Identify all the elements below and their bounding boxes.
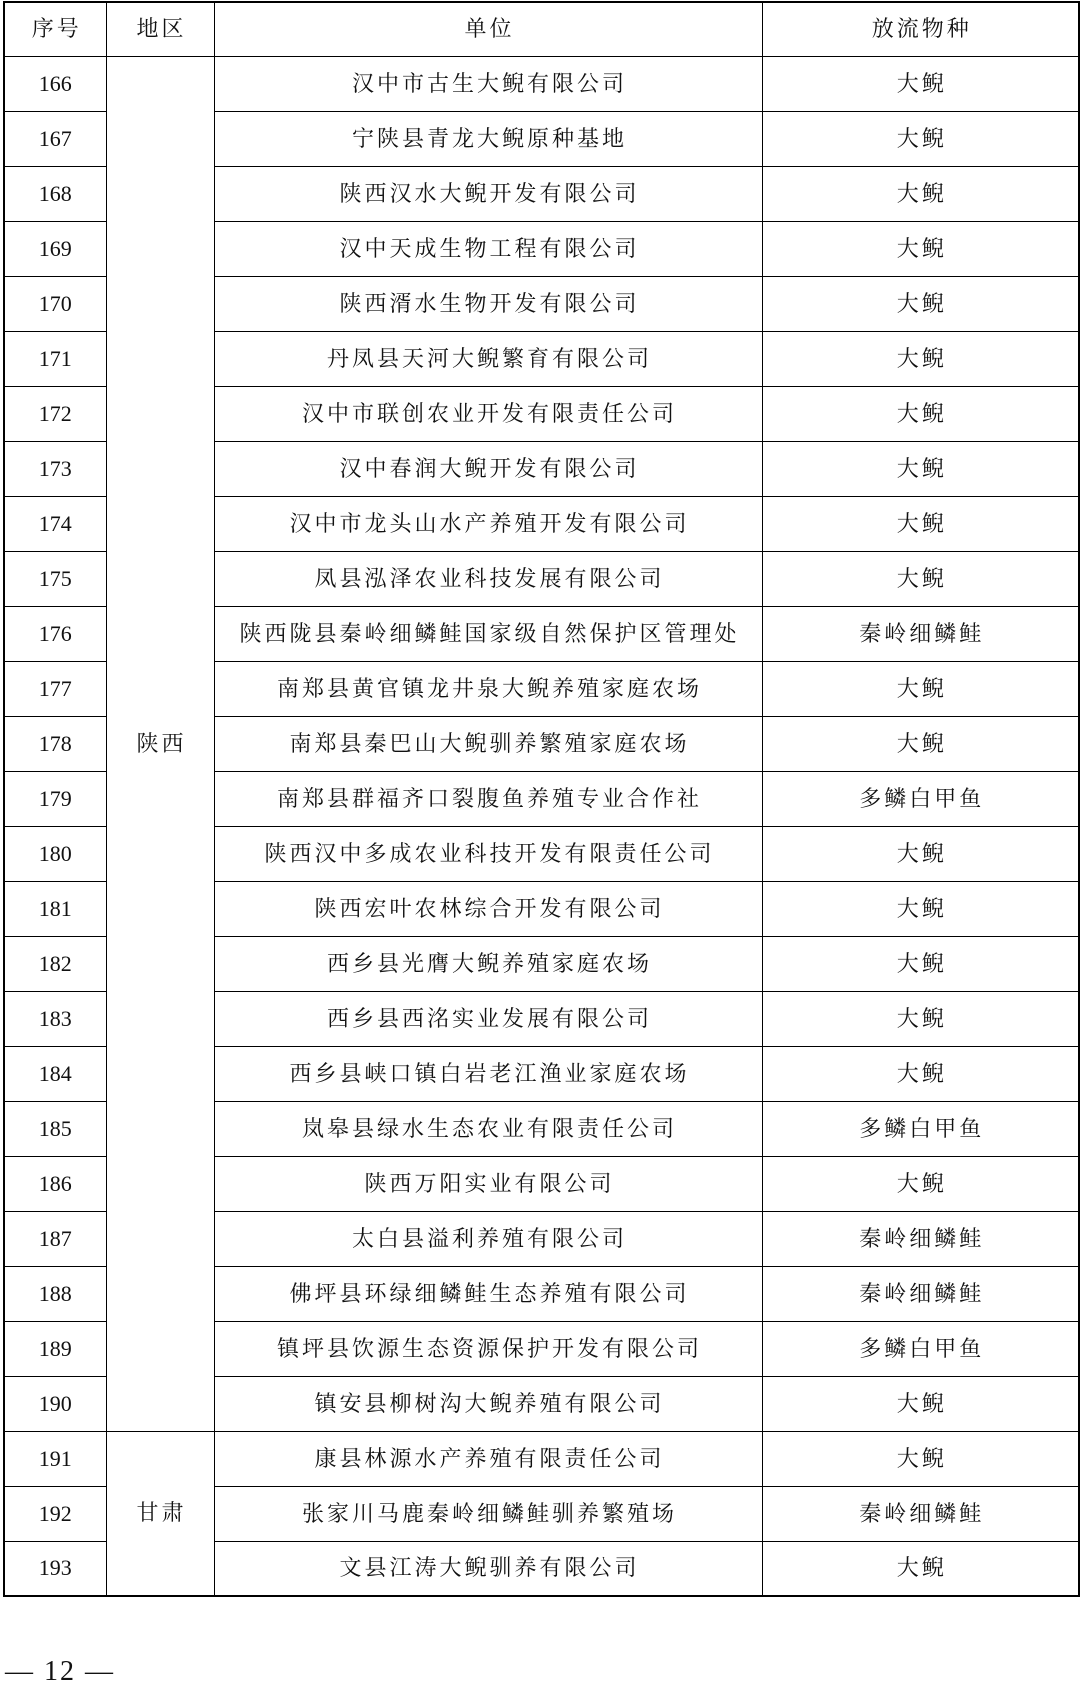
row-number-cell: 168 bbox=[4, 166, 106, 221]
row-number-cell: 188 bbox=[4, 1266, 106, 1321]
row-number-cell: 191 bbox=[4, 1431, 106, 1486]
row-number-cell: 193 bbox=[4, 1541, 106, 1596]
row-number-cell: 180 bbox=[4, 826, 106, 881]
unit-cell: 西乡县光膺大鲵养殖家庭农场 bbox=[214, 936, 762, 991]
row-number-cell: 187 bbox=[4, 1211, 106, 1266]
unit-cell: 汉中市联创农业开发有限责任公司 bbox=[214, 386, 762, 441]
row-number-cell: 169 bbox=[4, 221, 106, 276]
species-cell: 大鲵 bbox=[762, 936, 1079, 991]
row-number-cell: 185 bbox=[4, 1101, 106, 1156]
unit-cell: 汉中市龙头山水产养殖开发有限公司 bbox=[214, 496, 762, 551]
header-unit: 单位 bbox=[214, 2, 762, 56]
unit-cell: 南郑县秦巴山大鲵驯养繁殖家庭农场 bbox=[214, 716, 762, 771]
header-row bbox=[4, 2, 1079, 56]
header-number: 序号 bbox=[4, 2, 106, 56]
region-cell: 甘肃 bbox=[106, 1431, 214, 1596]
unit-cell: 汉中春润大鲵开发有限公司 bbox=[214, 441, 762, 496]
page-number: — 12 — bbox=[5, 1656, 115, 1687]
species-cell: 大鲵 bbox=[762, 1431, 1079, 1486]
unit-cell: 陕西汉中多成农业科技开发有限责任公司 bbox=[214, 826, 762, 881]
species-cell: 大鲵 bbox=[762, 331, 1079, 386]
unit-cell: 西乡县峡口镇白岩老江渔业家庭农场 bbox=[214, 1046, 762, 1101]
unit-cell: 陕西宏叶农林综合开发有限公司 bbox=[214, 881, 762, 936]
row-number-cell: 178 bbox=[4, 716, 106, 771]
species-cell: 大鲵 bbox=[762, 826, 1079, 881]
unit-cell: 佛坪县环绿细鳞鲑生态养殖有限公司 bbox=[214, 1266, 762, 1321]
species-cell: 多鳞白甲鱼 bbox=[762, 1101, 1079, 1156]
species-cell: 大鲵 bbox=[762, 56, 1079, 111]
unit-cell: 南郑县黄官镇龙井泉大鲵养殖家庭农场 bbox=[214, 661, 762, 716]
row-number-cell: 189 bbox=[4, 1321, 106, 1376]
unit-cell: 凤县泓泽农业科技发展有限公司 bbox=[214, 551, 762, 606]
unit-cell: 陕西汉水大鲵开发有限公司 bbox=[214, 166, 762, 221]
table-header bbox=[4, 2, 1079, 56]
row-number-cell: 181 bbox=[4, 881, 106, 936]
unit-cell: 南郑县群福齐口裂腹鱼养殖专业合作社 bbox=[214, 771, 762, 826]
row-number-cell: 179 bbox=[4, 771, 106, 826]
species-cell: 大鲵 bbox=[762, 991, 1079, 1046]
row-number-cell: 167 bbox=[4, 111, 106, 166]
table-row bbox=[4, 1431, 1079, 1486]
unit-cell: 陕西万阳实业有限公司 bbox=[214, 1156, 762, 1211]
unit-cell: 丹凤县天河大鲵繁育有限公司 bbox=[214, 331, 762, 386]
row-number-cell: 171 bbox=[4, 331, 106, 386]
table-row bbox=[4, 56, 1079, 111]
unit-cell: 陕西湑水生物开发有限公司 bbox=[214, 276, 762, 331]
header-species: 放流物种 bbox=[762, 2, 1079, 56]
species-cell: 多鳞白甲鱼 bbox=[762, 771, 1079, 826]
species-cell: 大鲵 bbox=[762, 1046, 1079, 1101]
unit-cell: 宁陕县青龙大鲵原种基地 bbox=[214, 111, 762, 166]
row-number-cell: 172 bbox=[4, 386, 106, 441]
release-units-table bbox=[3, 1, 1080, 1597]
species-cell: 秦岭细鳞鲑 bbox=[762, 1266, 1079, 1321]
species-cell: 秦岭细鳞鲑 bbox=[762, 1211, 1079, 1266]
unit-cell: 康县林源水产养殖有限责任公司 bbox=[214, 1431, 762, 1486]
row-number-cell: 183 bbox=[4, 991, 106, 1046]
species-cell: 大鲵 bbox=[762, 551, 1079, 606]
unit-cell: 西乡县西洺实业发展有限公司 bbox=[214, 991, 762, 1046]
row-number-cell: 176 bbox=[4, 606, 106, 661]
species-cell: 大鲵 bbox=[762, 111, 1079, 166]
species-cell: 大鲵 bbox=[762, 661, 1079, 716]
species-cell: 多鳞白甲鱼 bbox=[762, 1321, 1079, 1376]
row-number-cell: 175 bbox=[4, 551, 106, 606]
row-number-cell: 174 bbox=[4, 496, 106, 551]
unit-cell: 岚皋县绿水生态农业有限责任公司 bbox=[214, 1101, 762, 1156]
unit-cell: 张家川马鹿秦岭细鳞鲑驯养繁殖场 bbox=[214, 1486, 762, 1541]
row-number-cell: 170 bbox=[4, 276, 106, 331]
row-number-cell: 177 bbox=[4, 661, 106, 716]
species-cell: 大鲵 bbox=[762, 881, 1079, 936]
species-cell: 大鲵 bbox=[762, 166, 1079, 221]
unit-cell: 文县江涛大鲵驯养有限公司 bbox=[214, 1541, 762, 1596]
header-region: 地区 bbox=[106, 2, 214, 56]
row-number-cell: 186 bbox=[4, 1156, 106, 1211]
species-cell: 秦岭细鳞鲑 bbox=[762, 606, 1079, 661]
species-cell: 大鲵 bbox=[762, 1376, 1079, 1431]
unit-cell: 汉中市古生大鲵有限公司 bbox=[214, 56, 762, 111]
row-number-cell: 173 bbox=[4, 441, 106, 496]
unit-cell: 镇安县柳树沟大鲵养殖有限公司 bbox=[214, 1376, 762, 1431]
species-cell: 大鲵 bbox=[762, 441, 1079, 496]
row-number-cell: 182 bbox=[4, 936, 106, 991]
unit-cell: 镇坪县饮源生态资源保护开发有限公司 bbox=[214, 1321, 762, 1376]
species-cell: 大鲵 bbox=[762, 716, 1079, 771]
row-number-cell: 192 bbox=[4, 1486, 106, 1541]
species-cell: 大鲵 bbox=[762, 1541, 1079, 1596]
species-cell: 大鲵 bbox=[762, 496, 1079, 551]
species-cell: 秦岭细鳞鲑 bbox=[762, 1486, 1079, 1541]
row-number-cell: 184 bbox=[4, 1046, 106, 1101]
row-number-cell: 166 bbox=[4, 56, 106, 111]
unit-cell: 汉中天成生物工程有限公司 bbox=[214, 221, 762, 276]
species-cell: 大鲵 bbox=[762, 276, 1079, 331]
region-cell: 陕西 bbox=[106, 56, 214, 1431]
unit-cell: 太白县溢利养殖有限公司 bbox=[214, 1211, 762, 1266]
table-body bbox=[4, 56, 1079, 1596]
species-cell: 大鲵 bbox=[762, 221, 1079, 276]
row-number-cell: 190 bbox=[4, 1376, 106, 1431]
species-cell: 大鲵 bbox=[762, 1156, 1079, 1211]
unit-cell: 陕西陇县秦岭细鳞鲑国家级自然保护区管理处 bbox=[214, 606, 762, 661]
species-cell: 大鲵 bbox=[762, 386, 1079, 441]
